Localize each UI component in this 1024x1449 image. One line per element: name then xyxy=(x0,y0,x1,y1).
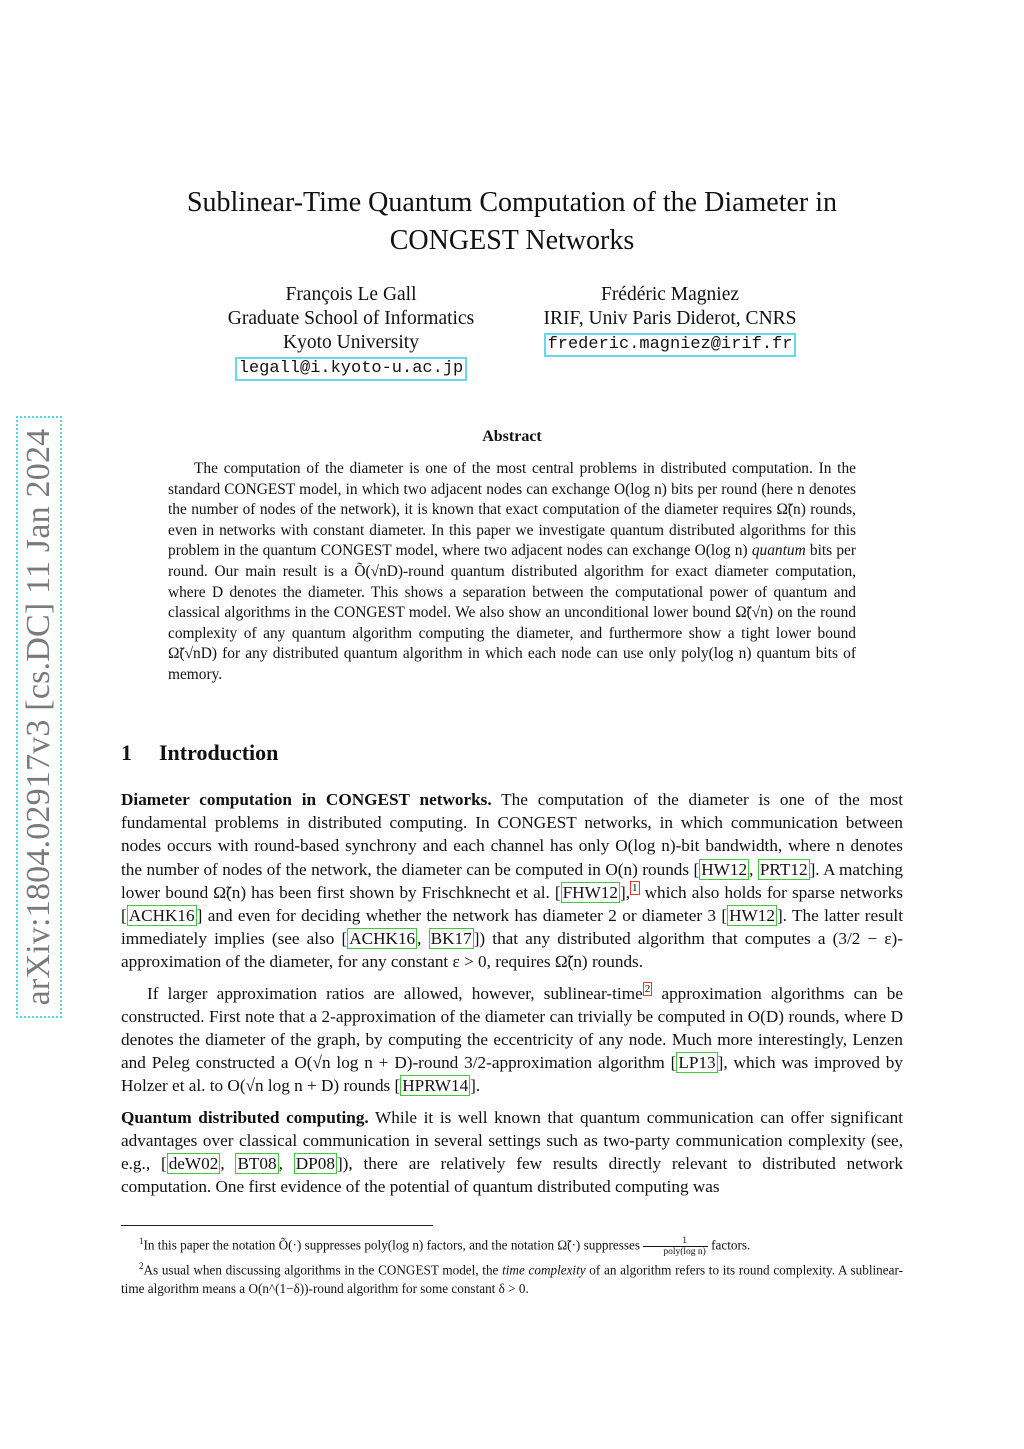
text-run: ]. xyxy=(470,1076,481,1096)
author-block-1 xyxy=(196,283,506,381)
author-affiliation: IRIF, Univ Paris Diderot, CNRS xyxy=(543,308,797,329)
footnote-marker: 2 xyxy=(139,1260,144,1271)
footnote-text: In this paper the notation Õ(·) suppresses poly(log n) factors, and the notation Ω̃(·) suppresses xyxy=(143,1237,641,1253)
fraction-numerator: 1 xyxy=(643,1236,707,1247)
title-line-1: Sublinear-Time Quantum Computation of the Diameter in xyxy=(186,187,838,218)
author-email-link[interactable]: legall@i.kyoto-u.ac.jp xyxy=(235,357,467,381)
footnote-ref-link[interactable]: 1 xyxy=(632,882,638,895)
section-heading xyxy=(121,740,278,766)
author-institution: Kyoto University xyxy=(283,332,419,353)
citation-link[interactable]: DP08 xyxy=(295,1154,335,1174)
section-number: 1 xyxy=(121,740,132,765)
author-block-2 xyxy=(520,283,820,357)
paragraph-lead: Quantum distributed computing. xyxy=(121,1107,369,1127)
fraction xyxy=(643,1236,707,1257)
text-run: ], which was improved by Holzer et al. to O(√n log n + D) rounds [ xyxy=(121,1053,903,1096)
footnote-text: of an algorithm refers to its round complexity. A sublinear-time algorithm means a O(n^(1−δ))-round algorithm for some constant δ > 0. xyxy=(121,1262,904,1297)
text-run: , xyxy=(417,929,429,949)
author-affiliation: Graduate School of Informatics xyxy=(227,308,475,329)
paragraph-approximation xyxy=(121,982,903,1098)
paragraph-diameter-computation xyxy=(121,788,903,974)
abstract-text-a: The computation of the diameter is one of the most central problems in distributed computation. In the standard CONGEST model, in which two adjacent nodes can exchange O(log n) bits per round (here n denotes the number of nodes of the network), it is known that exact computation of the diameter requires Ω̃(n) rounds, even in networks with constant diameter. In this paper we investigate quantum distributed algorithms for this problem in the quantum CONGEST model, where two adjacent nodes can exchange O(log n) xyxy=(168,460,856,560)
author-name: Frédéric Magniez xyxy=(600,284,740,305)
citation-link[interactable]: HW12 xyxy=(729,906,775,926)
footnote-emphasis: time complexity xyxy=(502,1262,586,1278)
paper-title xyxy=(120,184,904,260)
citation-link[interactable]: LP13 xyxy=(678,1053,716,1073)
text-run: ]. The latter result immediately implies (see also [ xyxy=(121,906,903,949)
arxiv-identifier: arXiv:1804.02917v3 [cs.DC] 11 Jan 2024 xyxy=(20,428,57,1006)
footnote-marker: 1 xyxy=(139,1236,144,1246)
paragraph-quantum-distributed xyxy=(121,1106,903,1199)
abstract-paragraph xyxy=(168,459,856,686)
author-email-link[interactable]: frederic.magniez@irif.fr xyxy=(544,333,797,357)
text-run: approximation algorithms can be constructed. First note that a 2-approximation of the diameter can trivially be computed in O(D) rounds, where D denotes the diameter of the graph, by computing the eccentricity of any node. Much more interestingly, Lenzen and Peleg constructed a O(√n log n + D)-round 3/2-approximation algorithm [ xyxy=(121,983,903,1073)
footnote-text: As usual when discussing algorithms in the CONGEST model, the xyxy=(143,1262,503,1278)
citation-link[interactable]: ACHK16 xyxy=(128,906,195,926)
citation-link[interactable]: HW12 xyxy=(701,859,748,879)
text-run: ]) that any distributed algorithm that computes a (3/2 − ε)-approximation of the diameter, for any constant ε > 0, requires Ω̃(n) rounds. xyxy=(121,929,904,972)
footnote-2 xyxy=(121,1257,903,1298)
arxiv-sidebar-stamp[interactable] xyxy=(16,416,62,1018)
citation-link[interactable]: PRT12 xyxy=(759,859,808,879)
citation-link[interactable]: BT08 xyxy=(237,1154,277,1174)
text-run: ]. A matching lower bound Ω̃(n) has been first shown by Frischknecht et al. [ xyxy=(121,859,904,902)
citation-link[interactable]: ACHK16 xyxy=(349,929,416,949)
text-run: ] and even for deciding whether the network has diameter 2 or diameter 3 [ xyxy=(196,906,728,926)
text-run: ]), there are relatively few results directly relevant to distributed network computation. One first evidence of the potential of quantum distributed computing was xyxy=(121,1154,903,1197)
author-name: François Le Gall xyxy=(285,284,417,305)
footnote-rule xyxy=(121,1225,433,1226)
citation-link[interactable]: FHW12 xyxy=(562,882,618,902)
footnote-1 xyxy=(121,1232,903,1257)
paragraph-lead: Diameter computation in CONGEST networks. xyxy=(121,790,492,809)
text-run: , xyxy=(220,1154,236,1174)
fraction-denominator: poly(log n) xyxy=(663,1246,706,1257)
abstract-emphasis: quantum xyxy=(751,542,806,560)
text-run: While it is well known that quantum communication can offer significant advantages over classical communication in several settings such as two-party communication complexity (see, e.g., [ xyxy=(121,1107,903,1174)
text-run: ], xyxy=(620,882,631,902)
footnote-text: factors. xyxy=(711,1237,751,1253)
citation-link[interactable]: BK17 xyxy=(430,929,472,949)
text-run: The computation of the diameter is one of the most fundamental problems in distributed computing. In CONGEST networks, in which communication between nodes occurs with round-based synchrony and each channel has only O(log n)-bit bandwidth, where n denotes the number of nodes of the network, the diameter can be computed in O(n) rounds [ xyxy=(121,790,903,879)
citation-link[interactable]: HPRW14 xyxy=(402,1076,469,1096)
section-title: Introduction xyxy=(159,740,279,765)
citation-link[interactable]: deW02 xyxy=(168,1154,219,1174)
abstract-body xyxy=(168,459,856,686)
text-run: , xyxy=(749,859,758,879)
footnote-ref-link[interactable]: 2 xyxy=(644,982,651,995)
footnotes xyxy=(121,1232,903,1298)
title-line-2: CONGEST Networks xyxy=(389,225,635,256)
abstract-text-b: bits per round. Our main result is a Õ(√nD)-round quantum distributed algorithm for exact diameter computation, where D denotes the diameter. This shows a separation between the computational power of quantum and classical algorithms in the CONGEST model. We also show an unconditional lower bound Ω̃(√n) on the round complexity of any quantum algorithm computing the diameter, and furthermore show a tight lower bound Ω̃(√nD) for any distributed quantum algorithm in which each node can use only poly(log n) quantum bits of memory. xyxy=(168,542,856,683)
abstract-heading: Abstract xyxy=(482,428,542,445)
text-run: , xyxy=(278,1154,294,1174)
text-run: If larger approximation ratios are allowed, however, sublinear-time xyxy=(147,983,643,1003)
main-body-text xyxy=(121,788,903,1206)
text-run: which also holds for sparse networks [ xyxy=(121,882,903,926)
